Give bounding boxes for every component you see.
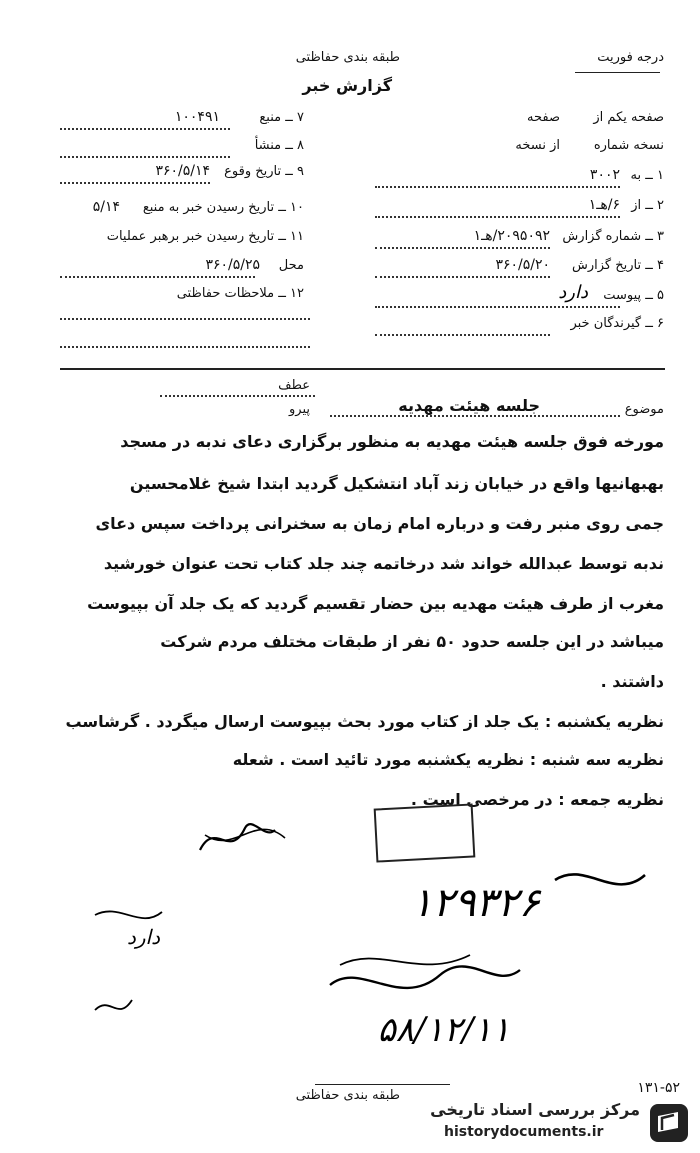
handwritten-date: ۵۸/۱۲/۱۱ (377, 1010, 510, 1050)
opinion-friday: نظریه جمعه : در مرخصی است . (410, 790, 664, 809)
peyro-label: پیرو (289, 402, 310, 417)
form-title: گزارش خبر (302, 76, 392, 95)
field-label: ۱۰ ــ تاریخ رسیدن خبر به منبع (142, 200, 304, 215)
field-label: ۸ ــ منشأ (254, 138, 304, 153)
field-label: ۳ ــ شماره گزارش (562, 229, 664, 244)
field-label: ۷ ــ منبع (259, 110, 304, 125)
field-value: ۳۶۰/۵/۲۵ (205, 257, 260, 273)
field-label: نسخه شماره (593, 138, 664, 153)
field-value: دارد (558, 282, 588, 303)
field-label: ۹ ــ تاریخ وقوع (224, 164, 304, 179)
subject-value: جلسه هیئت مهدیه (398, 396, 540, 415)
field-label: ۴ ــ تاریخ گزارش (572, 258, 664, 273)
field-value: ۵/۱۴ (92, 199, 120, 215)
body-line: ندبه توسط عبدالله خواند شد درخاتمه چند جلد کتاب تحت عنوان خورشید (103, 554, 664, 573)
field-value: ۱۰۰۴۹۱ (174, 109, 220, 125)
field-value: ۳۰۰۲ (589, 167, 620, 183)
field-value: ۳۶۰/۵/۲۰ (495, 257, 550, 273)
field-value: صفحه (527, 110, 560, 125)
field-label: ۵ ــ پیوست (603, 288, 664, 303)
body-line: مورخه فوق جلسه هیئت مهدیه به منظور برگزاری دعای ندبه در مسجد (120, 432, 664, 451)
field-label: ۱۱ ــ تاریخ رسیدن خبر برهبر عملیات (106, 229, 304, 244)
atf-label: عطف (278, 378, 310, 393)
handwritten-side-note: دارد (126, 925, 160, 949)
footer-divider (315, 1084, 450, 1085)
field-label: صفحه یکم از (593, 110, 664, 125)
watermark-org-name: مرکز بررسی اسناد تاریخی (430, 1100, 640, 1119)
subject-label: موضوع (624, 402, 664, 417)
field-value: ۲۰۹۵۰۹۲/هـ۱ (473, 228, 550, 244)
field-label: ۶ ــ گیرندگان خبر (570, 316, 664, 331)
body-line: داشتند . (600, 672, 664, 691)
field-label: ۲ ــ از (631, 198, 664, 213)
body-line: میباشد در این جلسه حدود ۵۰ نفر از طبقات مختلف مردم شرکت (160, 632, 664, 651)
field-value: از نسخه (515, 138, 560, 153)
opinion-sunday: نظریه یکشنبه : یک جلد از کتاب مورد بحث بپیوست ارسال میگردد . گرشاسب (65, 712, 664, 731)
body-line: جمی روی منبر رفت و درباره امام زمان به سخنرانی پرداخت سپس دعای (95, 514, 664, 533)
body-line: مغرب از طرف هیئت مهدیه بین حضار تقسیم گردید که یک جلد آن بپیوست (87, 594, 664, 613)
footer-form-number: ۱۳۱-۵۲ (637, 1080, 680, 1096)
field-label: ۱۲ ــ ملاحظات حفاظتی (176, 286, 304, 301)
archive-logo-icon (648, 1102, 690, 1144)
field-value: ۶/هـ۱ (588, 197, 620, 213)
opinion-tuesday: نظریه سه شنبه : نظریه یکشنبه مورد تائید است . شعله (232, 750, 664, 769)
handwritten-number: ۱۲۹۳۲۶ (411, 880, 540, 926)
field-value: ۳۶۰/۵/۱۴ (155, 163, 210, 179)
field-label: ۱ ــ به (630, 168, 664, 183)
footer-classification: طبقه بندی حفاظتی (295, 1088, 400, 1103)
watermark-url: historydocuments.ir (444, 1124, 604, 1140)
field-label: محل (278, 258, 304, 273)
header-priority: درجه فوریت (597, 50, 664, 65)
header-classification: طبقه بندی حفاظتی (295, 50, 400, 65)
body-line: بهبهانیها واقع در خیابان زند آباد انتشکیل گردید ابتدا شیخ غلامحسین (129, 474, 664, 493)
